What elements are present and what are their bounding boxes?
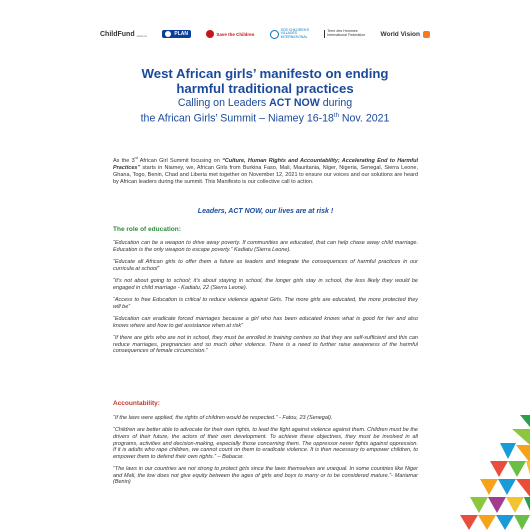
deco-triangle xyxy=(520,415,530,427)
childfund-logo xyxy=(100,31,147,38)
deco-triangle xyxy=(500,443,516,459)
page-title xyxy=(100,66,430,96)
quote: “Access to free Education is critical to reduce violence against Girls. The more girls are educated, the more protected they will be” xyxy=(113,296,418,310)
quote: “If the laws were applied, the rights of children would be respected.” - Fatou, 23 (Senegal). xyxy=(113,415,333,421)
callout-heading: Leaders, ACT NOW, our lives are at risk ! xyxy=(197,208,334,215)
world-vision-logo-text: World Vision xyxy=(380,30,420,38)
plan-logo-text: PLAN xyxy=(174,31,189,37)
quote: “Children are better able to advocate for their own rights, to lead the fight against violence against them. Children must be the drivers of their future, the actors of their own development. To achieve these objectives, they must be involved in all programs, activities and decision-making, especially those concerning them. The oppressor never fights against oppression. If it is adults who rape children, we cannot count on them to eradicate violence. It is then necessary to empower children, to empower them to defend their own rights.” – Babacar. xyxy=(113,427,418,460)
world-vision-logo xyxy=(380,31,430,38)
deco-triangle xyxy=(506,497,524,513)
title-line1: West African girls’ manifesto on ending xyxy=(141,66,389,81)
deco-triangle xyxy=(508,461,526,477)
deco-triangle xyxy=(480,479,498,495)
subtitle-line2-pre: the African Girls’ Summit – Niamey 16-18 xyxy=(140,112,334,125)
quote: “Education can be a weapon to drive away poverty. If communities are educated, that can help chase away child marriage. Education is the only weapon to escape poverty.” Kadiatu (Sierra Leone). xyxy=(113,240,418,253)
subtitle-act-now: ACT NOW xyxy=(269,97,320,109)
quote: “If there are girls who are not in school, they must be enrolled in training centres so that they are self-sufficient and this can reduce marriages, pregnancies and so much other violence. There is a need to further raise awareness of the harmful consequences of female circumcision.” xyxy=(113,334,418,355)
subtitle-line2-post: Nov. 2021 xyxy=(338,112,390,125)
quote: “Educate all African girls to offer them a future as leaders and integrate the consequences of harmful practices in our curricula at school” xyxy=(113,258,418,272)
education-quotes xyxy=(113,240,418,361)
save-the-children-icon xyxy=(206,30,214,38)
deco-triangle xyxy=(490,461,508,477)
sos-icon xyxy=(270,30,279,39)
tdh-logo-line1: Terre des Hommes xyxy=(327,29,358,34)
childfund-logo-sub: Alliance xyxy=(136,33,148,38)
section-heading-accountability: Accountability: xyxy=(113,400,160,407)
plan-icon xyxy=(165,31,171,37)
subtitle-line1-pre: Calling on Leaders xyxy=(177,97,270,109)
deco-triangle xyxy=(512,429,530,445)
world-vision-icon xyxy=(423,31,430,38)
subtitle-line2-sup: th xyxy=(333,112,339,119)
terre-des-hommes-logo xyxy=(324,30,365,38)
intro-post: starts in Niamey, we, African Girls from Burkina Faso, Mali, Mauritania, Niger, Nigeria, Senegal, Sierra Leone, Ghana, Togo, Benin, Chad and Liberia met together on November 12, 2021 to ensure our voices and our solutions are heard by African leaders during the summit. This Manifesto is our collective call to action. xyxy=(113,164,418,185)
quote: “Education can eradicate forced marriages because a girl who has been educated knows what is good for her and also knows where and how to get assistance when at risk” xyxy=(113,315,418,329)
intro-pre: As the 3 xyxy=(113,157,135,164)
intro-theme: “Culture, Human Rights and Accountability; Accelerating End to Harmful Practices” xyxy=(113,157,418,171)
page-subtitle xyxy=(100,97,430,125)
deco-triangle xyxy=(526,461,530,475)
quote: “The laws in our countries are not strong to protect girls since the laws themselves are unequal. In some countries like Niger and Mali, the low does not give equity between the ages of girls and boys to marry or to be considered mature.”- Mariamar (Benin) xyxy=(113,466,418,486)
deco-triangle xyxy=(496,515,514,530)
deco-triangle xyxy=(524,497,530,511)
deco-triangle xyxy=(516,479,530,497)
section-heading-education: The role of education: xyxy=(113,226,181,233)
plan-logo xyxy=(162,30,191,38)
childfund-logo-text: ChildFund xyxy=(100,30,135,38)
quote: “It’s not about going to school; it’s about staying in school, the longer girls stay in school, the less likely they would be engaged in child marriage - Kadiatu, 22 (Sierra Leone). xyxy=(113,277,418,291)
decorative-triangles xyxy=(450,415,530,530)
subtitle-line1-post: during xyxy=(319,97,353,109)
deco-triangle xyxy=(498,479,516,495)
deco-triangle xyxy=(470,497,488,513)
sos-logo xyxy=(270,29,309,40)
sos-logo-line3: INTERNATIONAL xyxy=(280,34,308,39)
save-the-children-logo-text: Save the Children xyxy=(216,31,255,37)
accountability-quotes xyxy=(113,415,418,492)
sos-logo-line2: VILLAGES xyxy=(280,31,298,36)
deco-triangle xyxy=(514,515,530,530)
partner-logos xyxy=(100,26,430,42)
intro-paragraph xyxy=(113,155,418,185)
intro-mid: African Girl Summit focusing on xyxy=(137,157,223,164)
tdh-logo-line2: International Federation xyxy=(327,33,366,37)
intro-sup: rd xyxy=(134,156,138,160)
deco-triangle xyxy=(460,515,478,530)
save-the-children-logo xyxy=(206,30,254,38)
title-line2: harmful traditional practices xyxy=(176,81,354,96)
deco-triangle xyxy=(478,515,496,530)
deco-triangle xyxy=(516,445,530,463)
deco-triangle xyxy=(488,497,506,513)
sos-logo-line1: SOS CHILDREN'S xyxy=(280,27,309,32)
